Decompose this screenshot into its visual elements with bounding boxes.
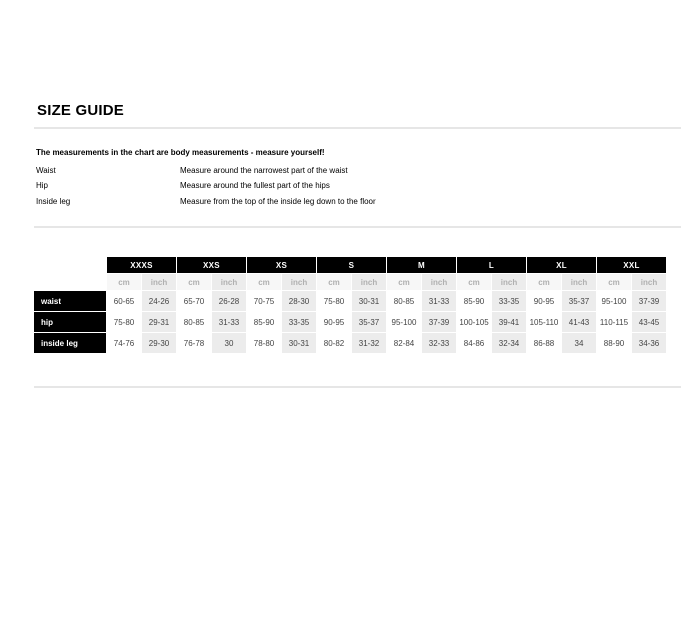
table-cell-inch: 32-34 <box>492 333 526 353</box>
table-row <box>34 291 666 311</box>
unit-label-cm: cm <box>457 274 491 290</box>
definition-term: Waist <box>36 166 56 175</box>
size-header: XXL <box>597 257 666 273</box>
table-cell-cm: 75-80 <box>317 291 351 311</box>
table-cell-cm: 82-84 <box>387 333 421 353</box>
table-row <box>34 312 666 332</box>
table-cell-inch: 35-37 <box>562 291 596 311</box>
intro-text: The measurements in the chart are body measurements - measure yourself! <box>36 148 325 157</box>
table-corner <box>34 274 106 290</box>
table-cell-cm: 75-80 <box>107 312 141 332</box>
table-cell-inch: 33-35 <box>492 291 526 311</box>
table-cell-inch: 29-30 <box>142 333 176 353</box>
unit-label-inch: inch <box>212 274 246 290</box>
unit-label-cm: cm <box>247 274 281 290</box>
table-cell-cm: 76-78 <box>177 333 211 353</box>
size-header: XS <box>247 257 316 273</box>
table-cell-inch: 39-41 <box>492 312 526 332</box>
table-cell-cm: 70-75 <box>247 291 281 311</box>
table-cell-cm: 78-80 <box>247 333 281 353</box>
table-cell-cm: 90-95 <box>527 291 561 311</box>
table-cell-cm: 60-65 <box>107 291 141 311</box>
table-cell-cm: 80-85 <box>387 291 421 311</box>
table-cell-cm: 86-88 <box>527 333 561 353</box>
unit-label-inch: inch <box>492 274 526 290</box>
definition-description: Measure from the top of the inside leg down to the floor <box>180 197 376 206</box>
size-header: M <box>387 257 456 273</box>
unit-label-cm: cm <box>317 274 351 290</box>
table-cell-cm: 95-100 <box>597 291 631 311</box>
table-cell-cm: 105-110 <box>527 312 561 332</box>
table-cell-cm: 100-105 <box>457 312 491 332</box>
table-cell-inch: 43-45 <box>632 312 666 332</box>
size-header: S <box>317 257 386 273</box>
unit-label-inch: inch <box>142 274 176 290</box>
definition-term: Hip <box>36 181 49 190</box>
table-cell-inch: 34 <box>562 333 596 353</box>
table-cell-cm: 95-100 <box>387 312 421 332</box>
size-table <box>33 256 667 354</box>
divider <box>34 226 681 228</box>
unit-label-cm: cm <box>527 274 561 290</box>
table-cell-inch: 28-30 <box>282 291 316 311</box>
table-cell-inch: 37-39 <box>422 312 456 332</box>
row-label: waist <box>34 291 106 311</box>
unit-label-inch: inch <box>632 274 666 290</box>
size-header: XXS <box>177 257 246 273</box>
page-title: SIZE GUIDE <box>37 102 125 119</box>
table-cell-cm: 90-95 <box>317 312 351 332</box>
divider <box>34 127 681 129</box>
table-cell-inch: 31-33 <box>422 291 456 311</box>
table-cell-inch: 35-37 <box>352 312 386 332</box>
table-row <box>34 333 666 353</box>
unit-label-cm: cm <box>107 274 141 290</box>
definition-term: Inside leg <box>36 197 71 206</box>
table-cell-cm: 85-90 <box>247 312 281 332</box>
size-header: XL <box>527 257 596 273</box>
table-cell-inch: 31-32 <box>352 333 386 353</box>
table-cell-cm: 80-82 <box>317 333 351 353</box>
table-cell-cm: 110-115 <box>597 312 631 332</box>
table-cell-inch: 33-35 <box>282 312 316 332</box>
table-cell-cm: 85-90 <box>457 291 491 311</box>
table-cell-inch: 30-31 <box>282 333 316 353</box>
table-cell-inch: 37-39 <box>632 291 666 311</box>
unit-label-cm: cm <box>597 274 631 290</box>
unit-header-row <box>34 274 666 290</box>
unit-label-cm: cm <box>177 274 211 290</box>
size-header-row <box>34 257 666 273</box>
row-label: inside leg <box>34 333 106 353</box>
table-cell-inch: 41-43 <box>562 312 596 332</box>
unit-label-inch: inch <box>352 274 386 290</box>
table-cell-cm: 74-76 <box>107 333 141 353</box>
definition-description: Measure around the fullest part of the hips <box>180 181 330 190</box>
table-cell-cm: 65-70 <box>177 291 211 311</box>
table-cell-inch: 30 <box>212 333 246 353</box>
table-cell-inch: 32-33 <box>422 333 456 353</box>
unit-label-inch: inch <box>282 274 316 290</box>
definition-description: Measure around the narrowest part of the waist <box>180 166 348 175</box>
size-header: L <box>457 257 526 273</box>
unit-label-inch: inch <box>422 274 456 290</box>
divider <box>34 386 681 388</box>
table-cell-inch: 26-28 <box>212 291 246 311</box>
table-cell-cm: 88-90 <box>597 333 631 353</box>
table-cell-cm: 80-85 <box>177 312 211 332</box>
table-cell-inch: 24-26 <box>142 291 176 311</box>
unit-label-cm: cm <box>387 274 421 290</box>
unit-label-inch: inch <box>562 274 596 290</box>
table-cell-inch: 29-31 <box>142 312 176 332</box>
table-cell-inch: 30-31 <box>352 291 386 311</box>
table-cell-inch: 34-36 <box>632 333 666 353</box>
size-header: XXXS <box>107 257 176 273</box>
table-corner <box>34 257 106 273</box>
table-cell-inch: 31-33 <box>212 312 246 332</box>
row-label: hip <box>34 312 106 332</box>
table-cell-cm: 84-86 <box>457 333 491 353</box>
